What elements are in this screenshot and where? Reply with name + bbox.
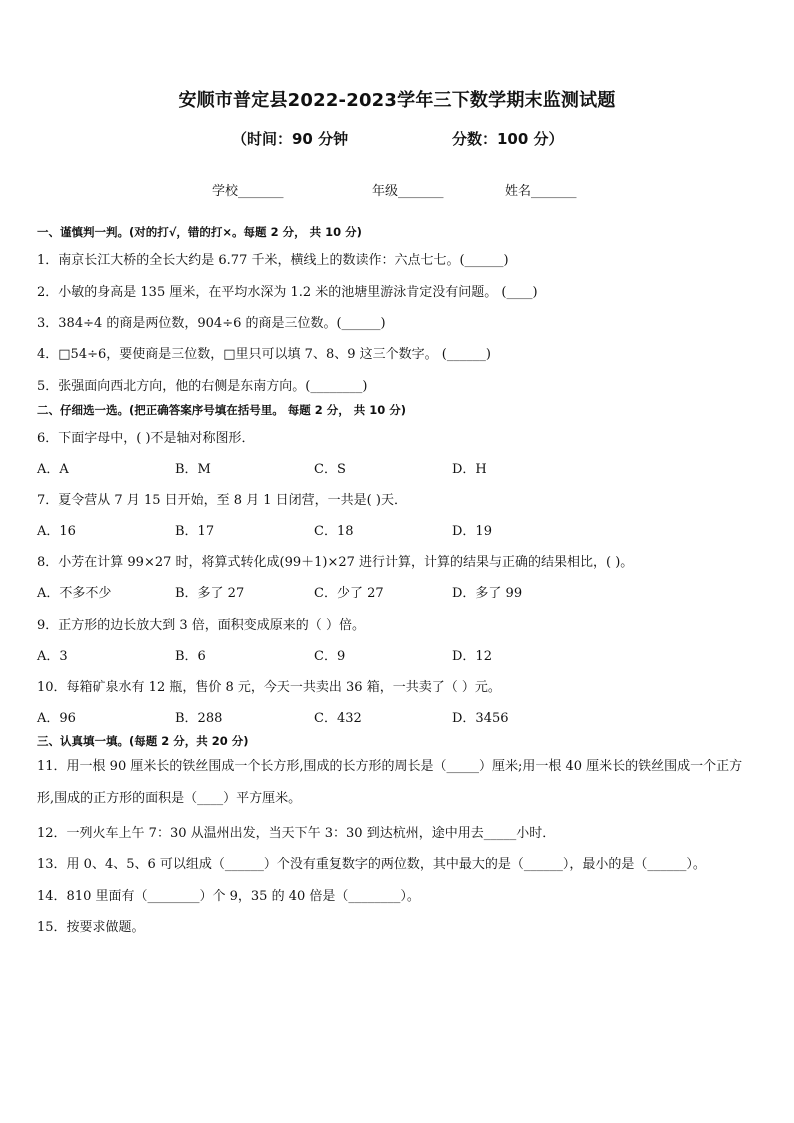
q7-option-d: D．19	[452, 524, 492, 539]
q8-option-b: B．多了 27	[175, 586, 245, 601]
question-6: 6．下面字母中，( )不是轴对称图形．	[37, 431, 255, 446]
q10-option-d: D．3456	[452, 711, 509, 726]
question-9: 9．正方形的边长放大到 3 倍，面积变成原来的（ ）倍。	[37, 618, 365, 633]
question-2: 2．小敏的身高是 135 厘米，在平均水深为 1.2 米的池塘里游泳肯定没有问题。 (____)	[37, 285, 538, 300]
question-13: 13．用 0、4、5、6 可以组成（______）个没有重复数字的两位数，其中最大的是（______），最小的是（______）。	[37, 857, 706, 872]
q6-option-d: D．H	[452, 462, 487, 477]
q10-option-c: C．432	[314, 711, 362, 726]
q9-option-b: B．6	[175, 649, 206, 664]
q7-option-b: B．17	[175, 524, 215, 539]
q8-option-c: C．少了 27	[314, 586, 384, 601]
exam-score: 分数：100 分）	[452, 130, 564, 148]
q9-option-a: A．3	[37, 649, 68, 664]
question-8: 8．小芳在计算 99×27 时，将算式转化成(99＋1)×27 进行计算，计算的结果与正确的结果相比，( )。	[37, 555, 634, 570]
q7-option-a: A．16	[37, 524, 76, 539]
name-field: 姓名_______	[505, 184, 577, 199]
q6-option-b: B．M	[175, 462, 211, 477]
question-10: 10．每箱矿泉水有 12 瓶，售价 8 元，今天一共卖出 36 箱，一共卖了（ ）元。	[37, 680, 501, 695]
q9-option-c: C．9	[314, 649, 346, 664]
school-field: 学校_______	[212, 184, 284, 199]
question-7: 7．夏令营从 7 月 15 日开始，至 8 月 1 日闭营，一共是( )天．	[37, 493, 407, 508]
question-11: 11．用一根 90 厘米长的铁丝围成一个长方形,围成的长方形的周长是（_____）厘米;用一根 40 厘米长的铁丝围成一个正方形,围成的正方形的面积是（____）平方厘米。	[37, 759, 743, 806]
exam-title: 安顺市普定县2022-2023学年三下数学期末监测试题	[178, 90, 616, 111]
q6-option-a: A．A	[37, 462, 69, 477]
grade-field: 年级_______	[372, 184, 444, 199]
q7-option-c: C．18	[314, 524, 354, 539]
q6-option-c: C．S	[314, 462, 346, 477]
question-15: 15．按要求做题。	[37, 920, 145, 935]
question-12: 12．一列火车上午 7：30 从温州出发，当天下午 3：30 到达杭州，途中用去_____小时．	[37, 826, 556, 841]
question-1: 1．南京长江大桥的全长大约是 6.77 千米，横线上的数读作：六点七七。(______)	[37, 253, 509, 268]
question-4: 4．□54÷6，要使商是三位数，□里只可以填 7、8、9 这三个数字。 (______)	[37, 347, 491, 362]
section-2-heading: 二、仔细选一选。(把正确答案序号填在括号里。 每题 2 分， 共 10 分)	[37, 403, 407, 417]
question-3: 3．384÷4 的商是两位数，904÷6 的商是三位数。(______)	[37, 316, 386, 331]
q8-option-d: D．多了 99	[452, 586, 523, 601]
q8-option-a: A．不多不少	[37, 586, 112, 601]
q10-option-a: A．96	[37, 711, 76, 726]
exam-time: （时间：90 分钟	[232, 130, 349, 148]
q10-option-b: B．288	[175, 711, 223, 726]
q9-option-d: D．12	[452, 649, 492, 664]
question-5: 5．张强面向西北方向，他的右侧是东南方向。(________)	[37, 379, 368, 394]
section-1-heading: 一、谨慎判一判。(对的打√，错的打×。每题 2 分， 共 10 分)	[37, 225, 362, 239]
question-14: 14．810 里面有（________）个 9，35 的 40 倍是（________）。	[37, 889, 420, 904]
section-3-heading: 三、认真填一填。(每题 2 分，共 20 分)	[37, 734, 249, 748]
